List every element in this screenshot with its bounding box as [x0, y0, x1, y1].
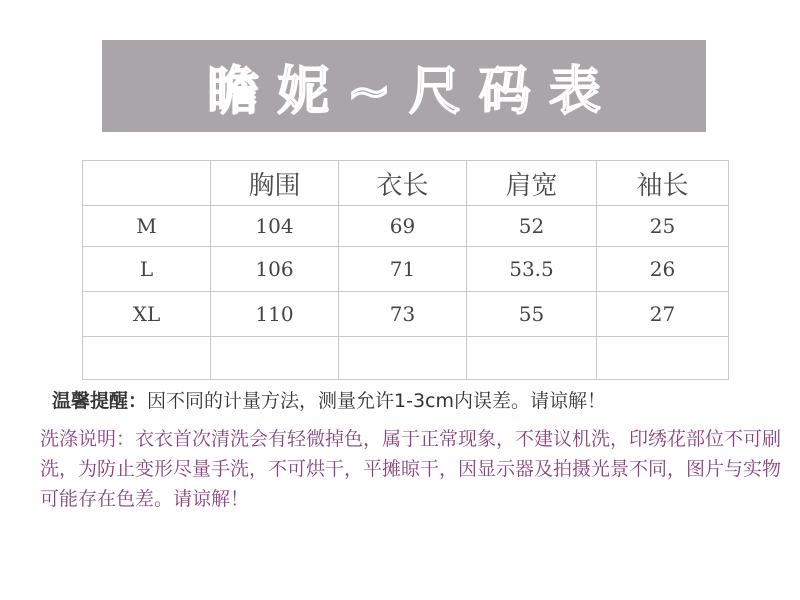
table-header-row: [83, 161, 729, 206]
size-cell: M: [83, 206, 211, 247]
length-cell: 73: [339, 292, 467, 337]
sleeve-cell: 27: [597, 292, 729, 337]
chest-cell: 110: [211, 292, 339, 337]
shoulder-cell: 52: [467, 206, 597, 247]
table-row: [83, 292, 729, 337]
banner-title: 瞻妮~尺码表: [207, 61, 619, 122]
header-cell-sleeve: 袖长: [597, 161, 729, 206]
notice-text: 因不同的计量方法，测量允许1-3cm内误差。请谅解！: [147, 390, 607, 412]
sleeve-cell: 26: [597, 247, 729, 292]
size-cell: L: [83, 247, 211, 292]
notice-line: [52, 386, 606, 413]
table-row: [83, 247, 729, 292]
shoulder-cell: 55: [467, 292, 597, 337]
header-cell-shoulder: 肩宽: [467, 161, 597, 206]
title-banner: [102, 40, 706, 132]
table-row: [83, 206, 729, 247]
wash-instructions: 洗涤说明：衣衣首次清洗会有轻微掉色，属于正常现象，不建议机洗，印绣花部位不可刷洗，为防止变形尽量手洗，不可烘干，平摊晾干，因显示器及拍摄光景不同，图片与实物可能存在色差。请谅解！: [40, 428, 782, 510]
size-table: [82, 160, 729, 380]
header-cell-chest: 胸围: [211, 161, 339, 206]
chest-cell: 106: [211, 247, 339, 292]
length-cell: 69: [339, 206, 467, 247]
header-cell-length: 衣长: [339, 161, 467, 206]
size-cell: XL: [83, 292, 211, 337]
table-row-empty: [83, 337, 729, 380]
header-cell-empty: [83, 161, 211, 206]
length-cell: 71: [339, 247, 467, 292]
sleeve-cell: 25: [597, 206, 729, 247]
shoulder-cell: 53.5: [467, 247, 597, 292]
notice-label: 温馨提醒：: [52, 390, 148, 412]
chest-cell: 104: [211, 206, 339, 247]
